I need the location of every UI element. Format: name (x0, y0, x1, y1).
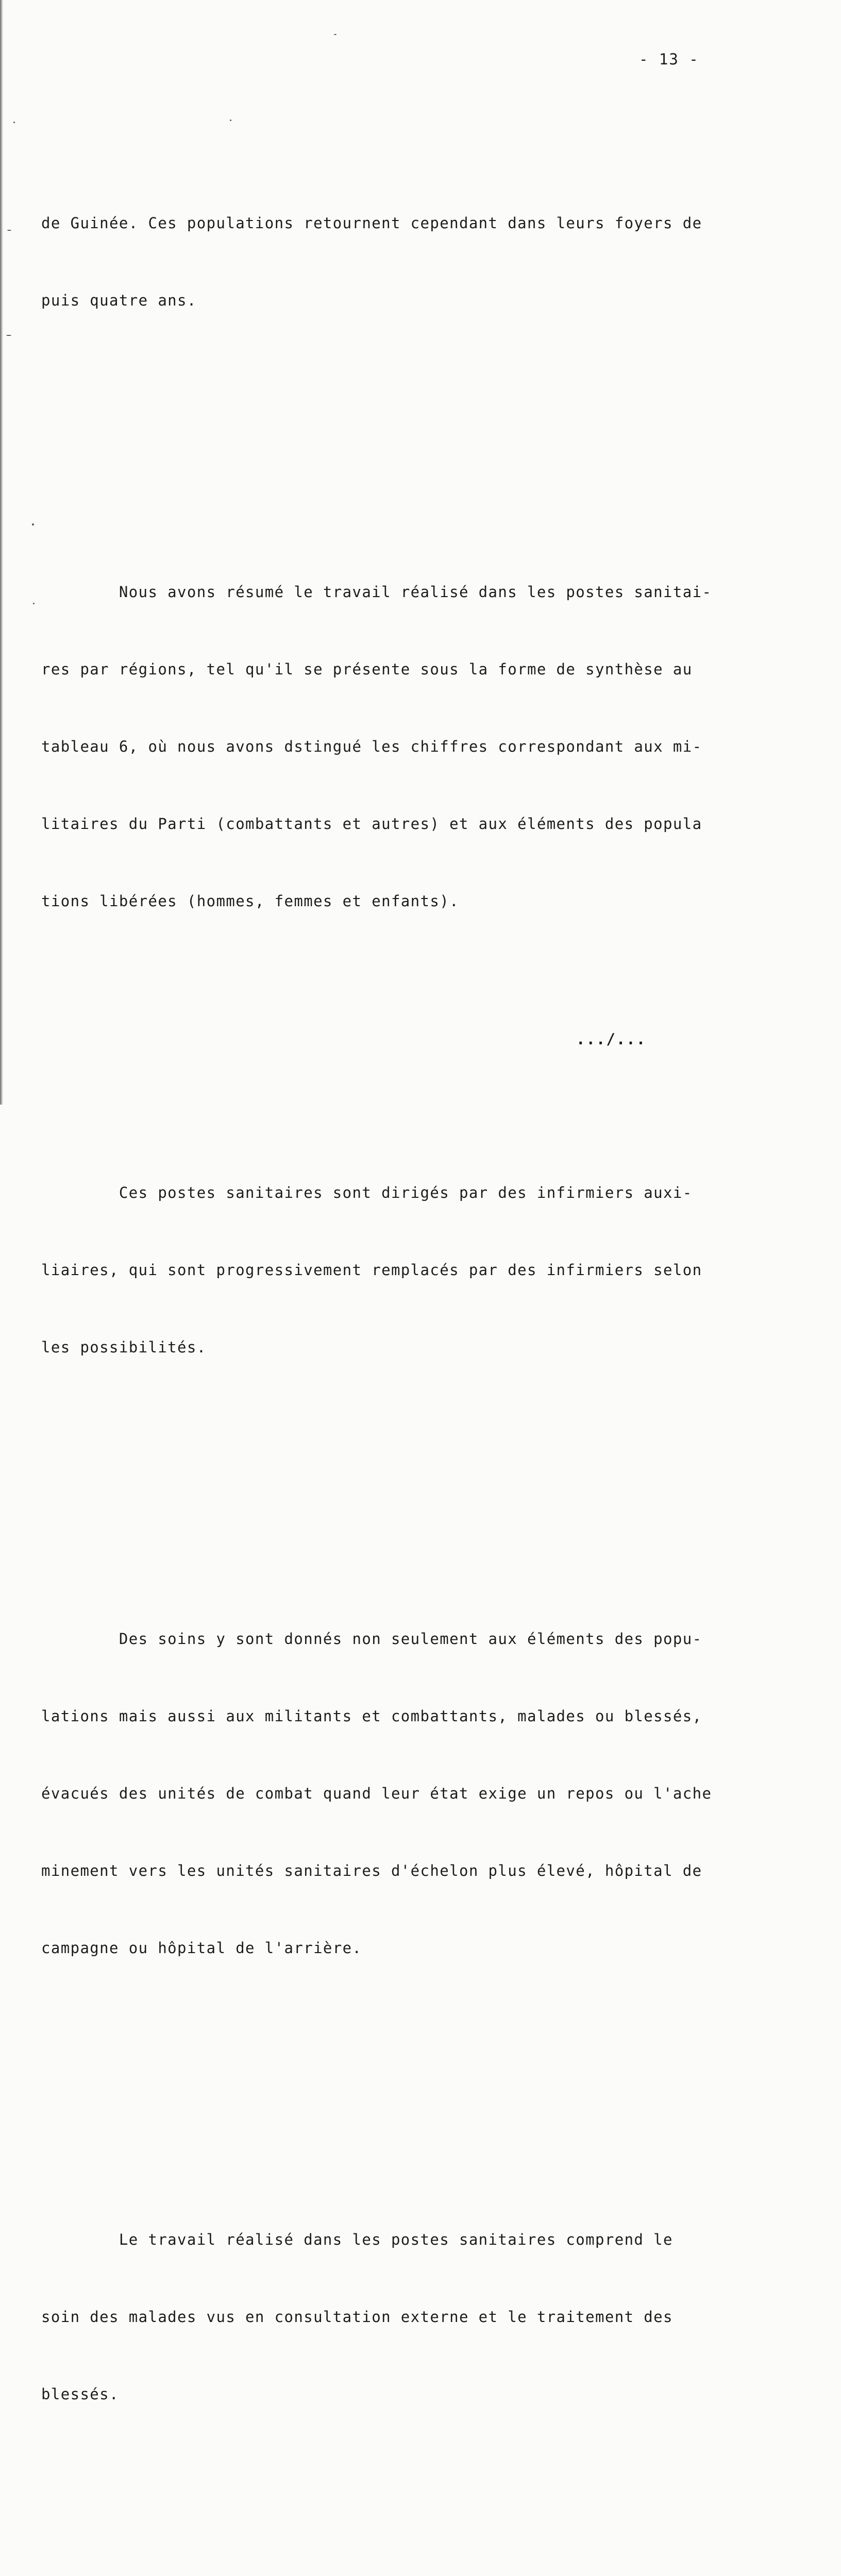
body-text (41, 81, 763, 2576)
text-line: tions libérées (hommes, femmes et enfants). (41, 892, 459, 910)
text-line: Ces postes sanitaires sont dirigés par des infirmiers auxi- (41, 1184, 693, 1201)
text-line: minement vers les unités sanitaires d'échelon plus élevé, hôpital de (41, 1862, 702, 1879)
text-line: Des soins y sont donnés non seulement aux éléments des popu- (41, 1630, 702, 1648)
scan-speck (32, 523, 34, 526)
text-line: lations mais aussi aux militants et combattants, malades ou blessés, (41, 1707, 702, 1725)
text-line: campagne ou hôpital de l'arrière. (41, 1939, 362, 1957)
paragraph-5 (41, 2175, 763, 2459)
scan-speck (13, 122, 15, 123)
paragraph-3 (41, 1128, 763, 1412)
text-line: Le travail réalisé dans les postes sanitaires comprend le (41, 2231, 673, 2248)
scanned-page-edge (0, 0, 3, 1105)
text-line: blessés. (41, 2385, 119, 2403)
paragraph-2 (41, 528, 763, 965)
scan-speck (334, 34, 337, 35)
text-line: tableau 6, où nous avons dstingué les chiffres correspondant aux mi- (41, 738, 702, 755)
text-line: les possibilités. (41, 1338, 207, 1356)
scan-speck (7, 230, 11, 231)
paragraph-4 (41, 1574, 763, 2012)
text-line: de Guinée. Ces populations retournent cependant dans leurs foyers de (41, 214, 702, 232)
scan-speck (230, 120, 231, 121)
text-line: puis quatre ans. (41, 292, 197, 309)
scan-speck (33, 603, 35, 604)
text-line: évacués des unités de combat quand leur état exige un repos ou l'ache (41, 1785, 712, 1802)
text-line: liaires, qui sont progressivement remplacés par des infirmiers selon (41, 1261, 702, 1279)
scan-speck (6, 335, 11, 336)
text-line: Nous avons résumé le travail réalisé dans les postes sanitai- (41, 583, 712, 601)
page-number: - 13 - (639, 50, 699, 68)
continuation-mark: .../... (576, 1030, 647, 1048)
text-line: litaires du Parti (combattants et autres) et aux éléments des popula (41, 815, 702, 833)
text-line: soin des malades vus en consultation externe et le traitement des (41, 2308, 673, 2326)
paragraph-1 (41, 159, 763, 365)
text-line: res par régions, tel qu'il se présente sous la forme de synthèse au (41, 660, 693, 678)
